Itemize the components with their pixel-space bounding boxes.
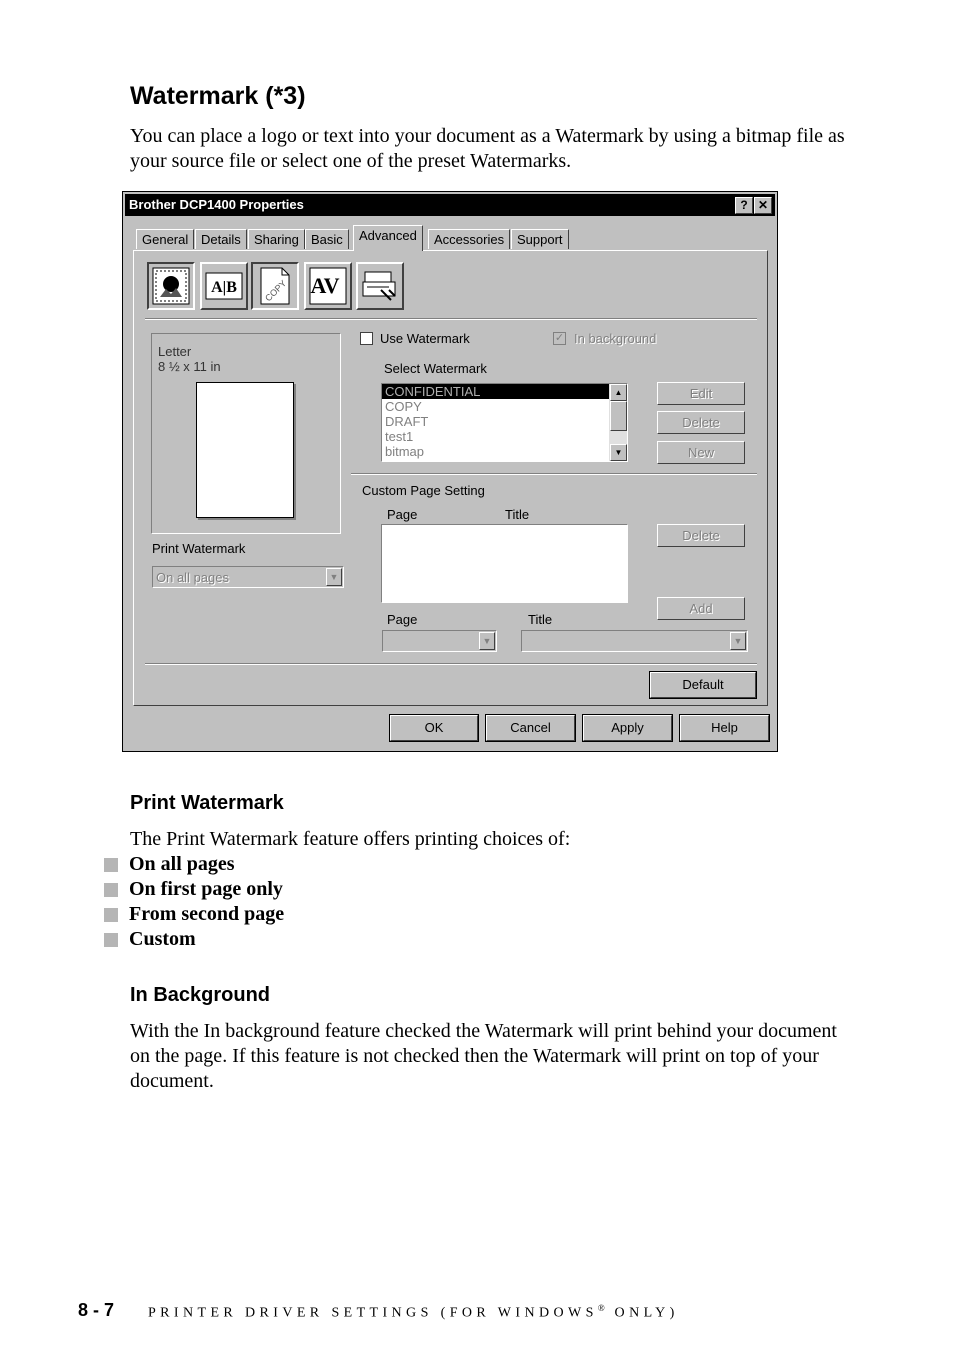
add-button[interactable]: Add — [657, 597, 745, 620]
list-item[interactable]: test1 — [385, 429, 414, 444]
print-watermark-label: Print Watermark — [152, 541, 246, 556]
paper-preview — [151, 333, 341, 534]
tab-general[interactable]: General — [136, 229, 194, 249]
mid-divider — [351, 473, 757, 475]
tab-support[interactable]: Support — [511, 229, 569, 249]
title-select-label: Title — [528, 612, 553, 627]
help-title-button[interactable]: ? — [735, 197, 753, 214]
watermark-feature-button[interactable] — [147, 262, 195, 310]
top-divider — [145, 318, 757, 320]
in-background-checkbox[interactable]: ✓ — [554, 332, 565, 344]
dialog-title: Brother DCP1400 Properties — [129, 197, 304, 212]
page-column-header: Page — [387, 507, 418, 522]
copy-feature-button[interactable] — [251, 262, 299, 310]
tab-basic[interactable]: Basic — [305, 229, 349, 249]
bullet-square-icon — [104, 908, 118, 922]
svg-text:A|B: A|B — [211, 279, 237, 296]
apply-button[interactable]: Apply — [583, 715, 672, 741]
select-watermark-label: Select Watermark — [384, 361, 487, 376]
edit-button[interactable]: Edit — [657, 382, 745, 405]
list-item[interactable]: bitmap — [385, 444, 425, 459]
dialog-titlebar — [125, 194, 775, 216]
scroll-down-icon[interactable]: ▼ — [610, 444, 627, 461]
ab-layout-button[interactable] — [200, 262, 248, 310]
printer-settings-icon — [361, 268, 399, 304]
close-icon[interactable]: ✕ — [754, 197, 772, 214]
tab-accessories[interactable]: Accessories — [428, 229, 510, 249]
use-watermark-label: Use Watermark — [380, 331, 470, 346]
svg-text:AV: AV — [310, 273, 340, 298]
title-column-header: Title — [505, 507, 530, 522]
text-font-icon — [309, 267, 347, 305]
delete-button[interactable]: Delete — [657, 411, 745, 434]
ab-icon — [205, 271, 243, 301]
in-background-label: In background — [574, 331, 657, 346]
tab-advanced[interactable]: Advanced — [353, 225, 423, 251]
new-button[interactable]: New — [657, 441, 745, 464]
tab-details[interactable]: Details — [195, 229, 247, 249]
list-item: On all pages — [104, 852, 235, 877]
list-item: On first page only — [104, 877, 283, 902]
custom-page-setting-label: Custom Page Setting — [362, 483, 485, 498]
device-feature-button[interactable] — [356, 262, 404, 310]
title-select[interactable] — [521, 630, 748, 652]
use-watermark-checkbox[interactable] — [360, 332, 373, 345]
tab-sharing[interactable]: Sharing — [248, 229, 305, 249]
chevron-down-icon[interactable]: ▼ — [730, 632, 746, 650]
watermark-list[interactable] — [381, 383, 628, 462]
print-watermark-select[interactable]: On all pages ▼ — [152, 566, 344, 588]
paper-size: 8 ½ x 11 in — [158, 359, 221, 374]
copy-stamp-icon — [258, 266, 292, 306]
in-background-heading: In Background — [130, 984, 271, 1006]
in-background-paragraph: With the In background feature checked the Watermark will print behind your document on the page. If this feature is not checked then the Watermark will print on top of your document. — [130, 1020, 837, 1092]
running-footer: PRINTER DRIVER SETTINGS (FOR WINDOWS® ONLY) — [148, 1303, 679, 1321]
paper-page — [196, 382, 294, 518]
page-select-label: Page — [387, 612, 418, 627]
bullet-square-icon — [104, 883, 118, 897]
custom-page-list[interactable] — [381, 524, 628, 603]
bullet-square-icon — [104, 933, 118, 947]
page-number: 8 - 7 — [78, 1300, 115, 1320]
svg-text:COPY: COPY — [263, 278, 289, 304]
intro-paragraph: You can place a logo or text into your document as a Watermark by using a bitmap file as your source file or select one of the preset Watermarks. — [130, 125, 845, 172]
page-heading: Watermark (*3) — [130, 82, 306, 110]
print-watermark-heading: Print Watermark — [130, 792, 284, 814]
list-item[interactable]: CONFIDENTIAL — [382, 384, 627, 399]
chevron-down-icon[interactable]: ▼ — [326, 568, 342, 586]
paper-name: Letter — [158, 344, 192, 359]
custom-delete-button[interactable]: Delete — [657, 524, 745, 547]
list-item[interactable]: DRAFT — [385, 414, 429, 429]
cancel-button[interactable]: Cancel — [486, 715, 575, 741]
default-button[interactable]: Default — [650, 672, 756, 698]
list-item[interactable]: COPY — [385, 399, 422, 414]
print-watermark-intro: The Print Watermark feature offers printing choices of: — [130, 828, 571, 850]
page-select[interactable] — [382, 630, 497, 652]
list-item: From second page — [104, 902, 284, 927]
registered-mark: ® — [597, 1303, 607, 1313]
bullet-square-icon — [104, 858, 118, 872]
watermark-icon — [152, 267, 190, 305]
scroll-thumb[interactable] — [610, 401, 627, 431]
bottom-divider — [145, 663, 757, 665]
help-button[interactable]: Help — [680, 715, 769, 741]
scroll-up-icon[interactable]: ▲ — [610, 384, 627, 401]
ok-button[interactable]: OK — [390, 715, 478, 741]
properties-dialog — [122, 191, 778, 752]
chevron-down-icon[interactable]: ▼ — [479, 632, 495, 650]
font-feature-button[interactable] — [304, 262, 352, 310]
list-item: Custom — [104, 927, 196, 952]
list-scrollbar[interactable] — [609, 384, 627, 461]
